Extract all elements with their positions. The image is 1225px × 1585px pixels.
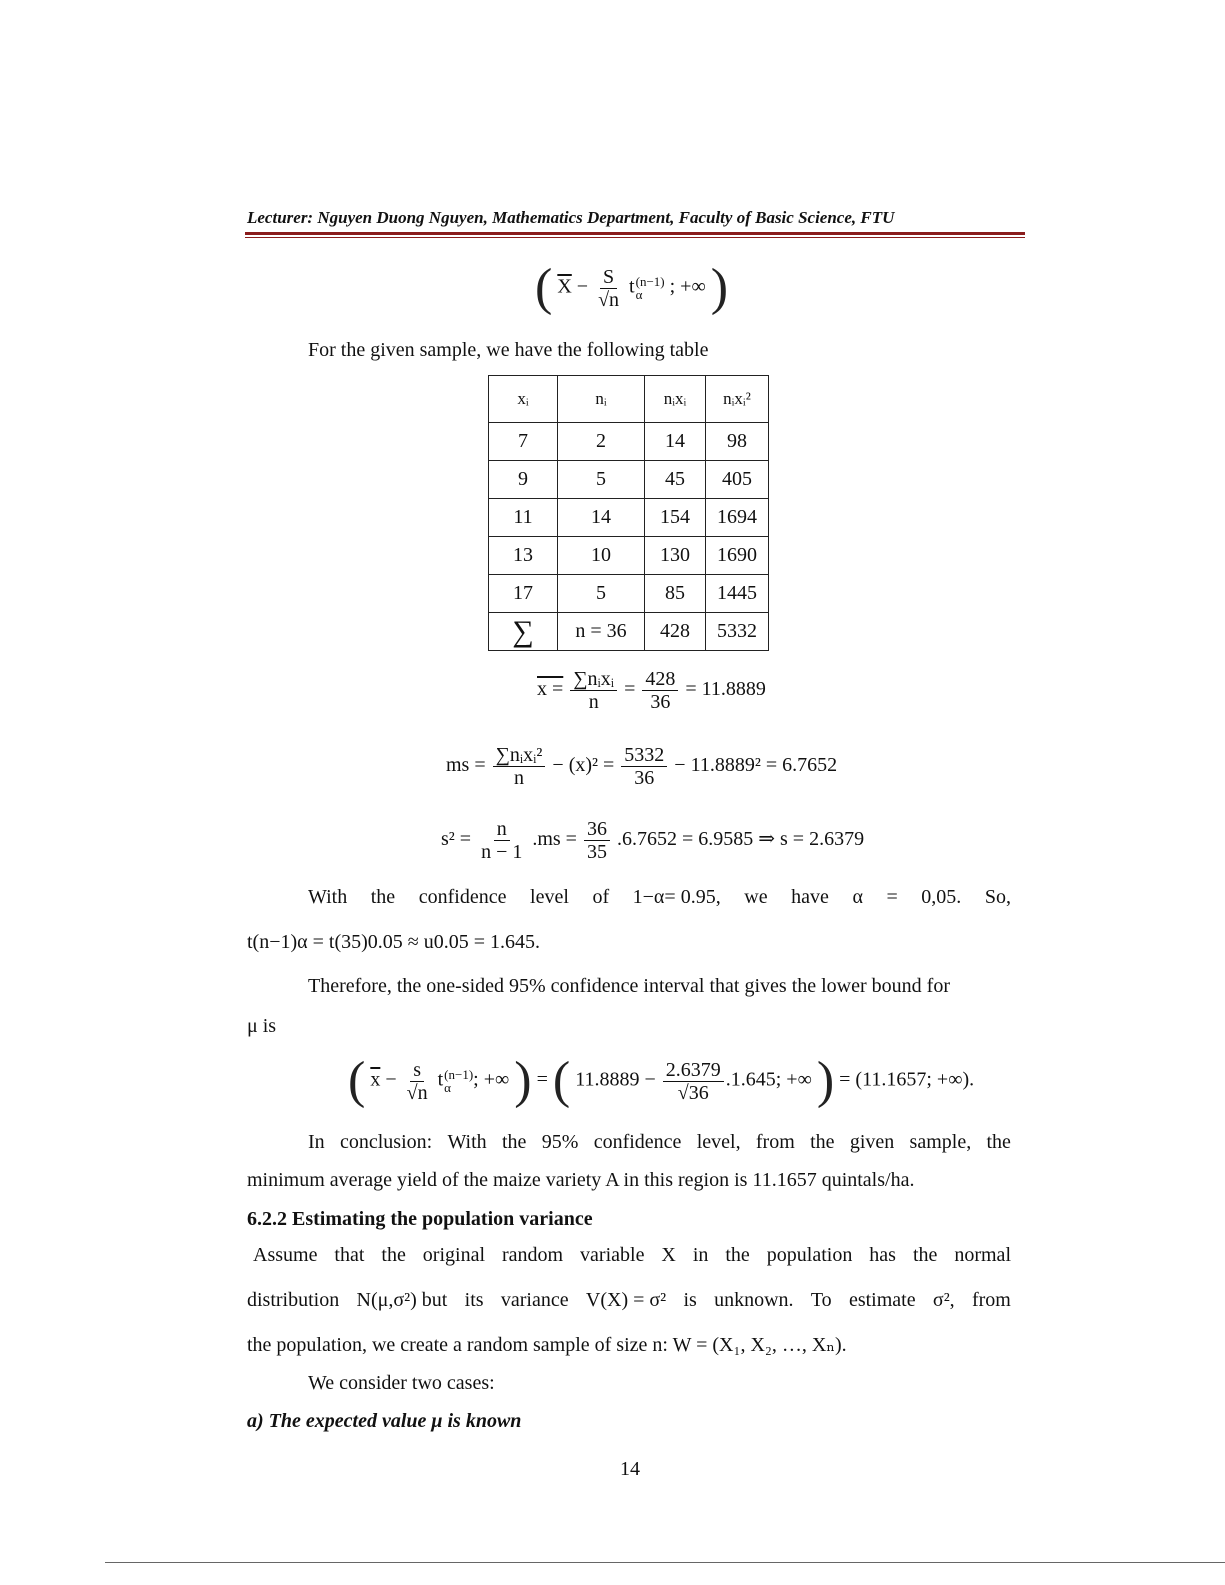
section-title: 6.2.2 Estimating the population variance <box>247 1208 593 1230</box>
therefore-text: Therefore, the one-sided 95% confidence interval that gives the lower bound for <box>308 975 950 997</box>
xbar-symbol: $\overline{X}$ <box>557 275 572 298</box>
conclusion-line-1: In conclusion: With the 95% confidence level, from the given sample, the <box>308 1131 1011 1153</box>
table-row: 9 5 45 405 <box>489 461 769 499</box>
t-value-line: t(n−1)α = t(35)0.05 ≈ u0.05 = 1.645. <box>247 931 541 953</box>
table-row: 13 10 130 1690 <box>489 537 769 575</box>
page-header: Lecturer: Nguyen Duong Nguyen, Mathematics Department, Faculty of Basic Science, FTU <box>247 208 895 227</box>
page-number: 14 <box>620 1458 640 1480</box>
distribution-line: distribution N(μ,σ²) but its variance V(X) = σ² is unknown. To estimate σ², from <box>247 1289 1011 1311</box>
table-row: 7 2 14 98 <box>489 423 769 461</box>
assume-line: Assume that the original random variable X in the population has the normal <box>253 1244 1011 1266</box>
col-header-nixi2: nᵢxᵢ² <box>706 376 769 423</box>
general-interval-formula: ( $\overline{X}$ − $\frac{S}{√n}$ t (n−1) α ; +∞ ) <box>535 259 729 316</box>
intro-text: For the given sample, we have the following table <box>308 339 709 361</box>
case-a-title: a) The expected value μ is known <box>247 1410 522 1432</box>
mean-equation: x = $\frac{\text{∑nᵢxᵢ}}{n}$ = $\frac{428}{36}$ = 11.8889 <box>537 668 766 713</box>
cases-line: We consider two cases: <box>308 1372 495 1394</box>
interval-computation: ( $\overline{x}$ − $\frac{s}{√n}$ t (n−1) α ; +∞ ) = ( 11.8889 − $\frac{2.6379}{√36}$ .1.645; +∞ ) = (11.1657; +∞). <box>348 1052 975 1109</box>
header-rule-thin <box>245 237 1025 238</box>
conclusion-line-2: minimum average yield of the maize variety A in this region is 11.1657 quintals/ha. <box>247 1169 915 1191</box>
table-header-row <box>489 376 769 423</box>
population-line: the population, we create a random sample of size n: W = (X₁, X₂, …, Xₙ). <box>247 1334 847 1356</box>
table-row: 11 14 154 1694 <box>489 499 769 537</box>
col-header-nixi: nᵢxᵢ <box>645 376 706 423</box>
table-total-row: ∑ n = 36 428 5332 <box>489 613 769 651</box>
s-squared-equation: s² = $\frac{n}{n - 1}$ .ms = $\frac{36}{35}$ .6.7652 = 6.9585 ⇒ s = 2.6379 <box>441 818 865 863</box>
s-over-sqrt-n: $\frac{S}{√n}$ <box>598 265 620 311</box>
ms-equation: ms = $\frac{\text{∑nᵢxᵢ²}}{n}$ − (x)² = $\frac{5332}{36}$ − 11.8889² = 6.7652 <box>446 744 838 789</box>
col-header-ni: nᵢ <box>558 376 645 423</box>
bottom-rule <box>105 1562 1225 1563</box>
table-row: 17 5 85 1445 <box>489 575 769 613</box>
mu-is-text: μ is <box>247 1015 277 1037</box>
frequency-table <box>488 375 769 651</box>
col-header-xi: xᵢ <box>489 376 558 423</box>
header-rule-thick <box>245 232 1025 235</box>
confidence-level-line: With the confidence level of 1−α= 0.95, we have α = 0,05. So, <box>308 886 1011 908</box>
